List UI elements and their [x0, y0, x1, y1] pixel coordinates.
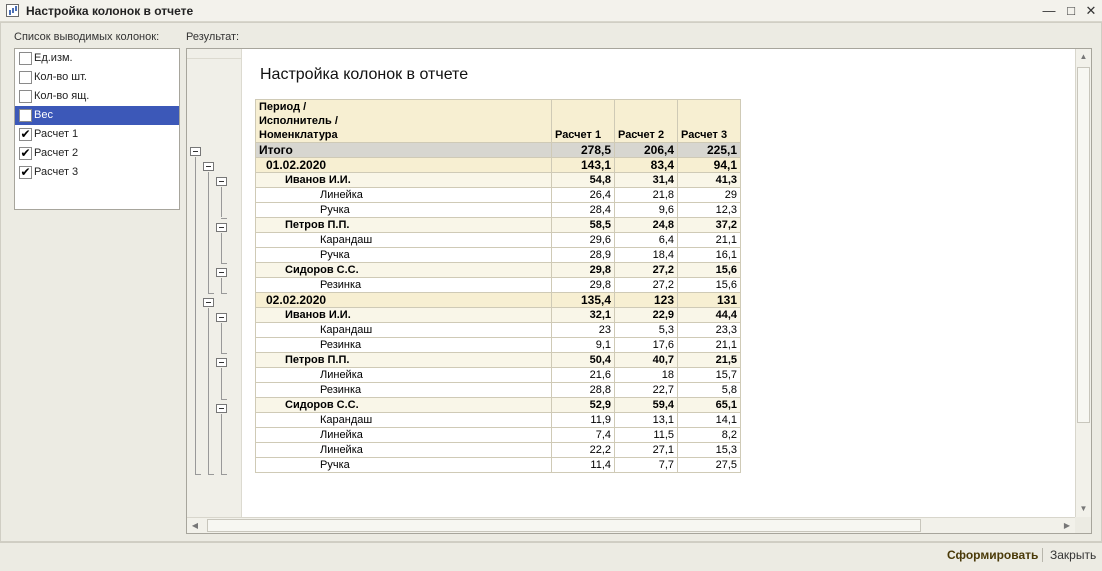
row-value: 135,4 — [552, 293, 615, 308]
report-table — [255, 99, 741, 473]
column-list-item[interactable] — [15, 106, 179, 125]
collapse-group-icon[interactable] — [216, 177, 227, 186]
tree-line-end — [221, 218, 227, 219]
report-header-row — [256, 100, 741, 143]
tree-line-end — [221, 474, 227, 475]
row-value: 21,5 — [678, 353, 741, 368]
row-label: Линейка — [256, 443, 552, 458]
table-row — [256, 338, 741, 353]
row-label: Ручка — [256, 248, 552, 263]
row-value: 278,5 — [552, 143, 615, 158]
table-row — [256, 263, 741, 278]
result-panel[interactable] — [186, 48, 1092, 534]
scroll-up-icon[interactable]: ▲ — [1079, 52, 1088, 61]
row-value: 9,1 — [552, 338, 615, 353]
scroll-down-icon[interactable]: ▼ — [1079, 504, 1088, 513]
table-row — [256, 143, 741, 158]
row-grouping-tree — [187, 49, 242, 519]
horizontal-scroll-thumb[interactable] — [207, 519, 921, 532]
row-label: Карандаш — [256, 413, 552, 428]
vertical-scroll-thumb[interactable] — [1077, 67, 1090, 423]
window-title: Настройка колонок в отчете — [26, 4, 194, 18]
row-value: 58,5 — [552, 218, 615, 233]
row-value: 29,6 — [552, 233, 615, 248]
row-label: Иванов И.И. — [256, 173, 552, 188]
tree-line-end — [221, 353, 227, 354]
header-group-cell — [256, 100, 552, 143]
vertical-scrollbar[interactable] — [1075, 49, 1091, 519]
table-row — [256, 398, 741, 413]
tree-line — [221, 233, 222, 263]
row-value: 11,4 — [552, 458, 615, 473]
row-value: 50,4 — [552, 353, 615, 368]
row-label: Итого — [256, 143, 552, 158]
column-list-item[interactable] — [15, 144, 179, 163]
row-value: 9,6 — [615, 203, 678, 218]
table-row — [256, 173, 741, 188]
row-value: 131 — [678, 293, 741, 308]
row-value: 21,6 — [552, 368, 615, 383]
table-row — [256, 413, 741, 428]
column-label: Расчет 3 — [34, 166, 79, 178]
column-list-item[interactable] — [15, 68, 179, 87]
row-value: 28,9 — [552, 248, 615, 263]
row-value: 12,3 — [678, 203, 741, 218]
row-label: Линейка — [256, 368, 552, 383]
table-row — [256, 203, 741, 218]
row-label: Иванов И.И. — [256, 308, 552, 323]
row-value: 15,6 — [678, 263, 741, 278]
row-label: Карандаш — [256, 233, 552, 248]
collapse-group-icon[interactable] — [216, 404, 227, 413]
column-label: Ед.изм. — [34, 52, 73, 64]
minimize-icon[interactable]: — — [1042, 3, 1056, 18]
row-value: 28,4 — [552, 203, 615, 218]
table-row — [256, 383, 741, 398]
collapse-group-icon[interactable] — [190, 147, 201, 156]
table-row — [256, 233, 741, 248]
table-row — [256, 368, 741, 383]
row-label: Линейка — [256, 188, 552, 203]
row-label: Сидоров С.С. — [256, 398, 552, 413]
tree-line — [221, 187, 222, 217]
column-checkbox[interactable]: ✔ — [20, 127, 31, 141]
title-bar — [0, 0, 1102, 22]
row-value: 18,4 — [615, 248, 678, 263]
chart-icon — [6, 4, 19, 17]
bottom-bar — [0, 542, 1102, 571]
column-list-item[interactable] — [15, 125, 179, 144]
header-line: Номенклатура — [259, 129, 338, 141]
row-value: 24,8 — [615, 218, 678, 233]
row-value: 21,1 — [678, 338, 741, 353]
column-list-item[interactable] — [15, 163, 179, 182]
row-label: Линейка — [256, 428, 552, 443]
row-value: 6,4 — [615, 233, 678, 248]
row-value: 14,1 — [678, 413, 741, 428]
row-label: Карандаш — [256, 323, 552, 338]
row-value: 83,4 — [615, 158, 678, 173]
header-line: Период / — [259, 101, 307, 113]
table-row — [256, 443, 741, 458]
row-value: 94,1 — [678, 158, 741, 173]
column-list-item[interactable] — [15, 49, 179, 68]
row-value: 54,8 — [552, 173, 615, 188]
row-value: 15,7 — [678, 368, 741, 383]
columns-list[interactable] — [14, 48, 180, 210]
tree-line-end — [221, 263, 227, 264]
row-value: 27,5 — [678, 458, 741, 473]
column-checkbox[interactable]: ✔ — [20, 146, 31, 160]
row-value: 123 — [615, 293, 678, 308]
column-label: Кол-во шт. — [34, 71, 87, 83]
row-value: 27,1 — [615, 443, 678, 458]
table-row — [256, 293, 741, 308]
table-row — [256, 158, 741, 173]
row-label: Петров П.П. — [256, 218, 552, 233]
row-value: 23,3 — [678, 323, 741, 338]
column-checkbox[interactable] — [19, 71, 32, 84]
button-divider — [1042, 548, 1043, 562]
tree-line-end — [208, 293, 214, 294]
table-row — [256, 278, 741, 293]
row-value: 7,7 — [615, 458, 678, 473]
row-value: 18 — [615, 368, 678, 383]
generate-button[interactable]: Сформировать — [947, 548, 1039, 562]
row-value: 17,6 — [615, 338, 678, 353]
maximize-icon[interactable]: □ — [1067, 3, 1075, 18]
row-value: 44,4 — [678, 308, 741, 323]
table-row — [256, 248, 741, 263]
row-label: Петров П.П. — [256, 353, 552, 368]
table-row — [256, 308, 741, 323]
row-value: 22,9 — [615, 308, 678, 323]
column-label: Расчет 2 — [34, 147, 79, 159]
row-value: 27,2 — [615, 278, 678, 293]
tree-line — [195, 157, 196, 474]
row-value: 65,1 — [678, 398, 741, 413]
row-value: 29,8 — [552, 263, 615, 278]
collapse-group-icon[interactable] — [216, 268, 227, 277]
row-label: Резинка — [256, 278, 552, 293]
table-row — [256, 218, 741, 233]
column-checkbox[interactable]: ✔ — [20, 165, 31, 179]
row-label: Ручка — [256, 203, 552, 218]
row-value: 52,9 — [552, 398, 615, 413]
row-value: 15,6 — [678, 278, 741, 293]
row-value: 41,3 — [678, 173, 741, 188]
column-checkbox[interactable] — [19, 52, 32, 65]
tree-line-end — [208, 474, 214, 475]
tree-line-end — [195, 474, 201, 475]
collapse-group-icon[interactable] — [203, 162, 214, 171]
header-line: Исполнитель / — [259, 115, 338, 127]
column-label: Кол-во ящ. — [34, 90, 90, 102]
row-value: 29,8 — [552, 278, 615, 293]
collapse-group-icon[interactable] — [216, 358, 227, 367]
column-label: Расчет 1 — [34, 128, 79, 140]
row-label: Ручка — [256, 458, 552, 473]
row-value: 37,2 — [678, 218, 741, 233]
table-row — [256, 323, 741, 338]
row-value: 13,1 — [615, 413, 678, 428]
row-value: 11,5 — [615, 428, 678, 443]
row-value: 22,7 — [615, 383, 678, 398]
row-value: 22,2 — [552, 443, 615, 458]
collapse-group-icon[interactable] — [203, 298, 214, 307]
close-button[interactable]: Закрыть — [1050, 548, 1097, 562]
tree-line — [221, 323, 222, 353]
row-value: 225,1 — [678, 143, 741, 158]
row-value: 5,8 — [678, 383, 741, 398]
row-value: 32,1 — [552, 308, 615, 323]
row-value: 21,1 — [678, 233, 741, 248]
row-value: 59,4 — [615, 398, 678, 413]
column-checkbox[interactable] — [19, 90, 32, 103]
column-label: Вес — [34, 109, 53, 121]
table-row — [256, 428, 741, 443]
tree-line — [221, 278, 222, 293]
result-label: Результат: — [186, 31, 240, 43]
close-icon[interactable]: ✕ — [1085, 3, 1097, 18]
scroll-right-icon[interactable]: ▶ — [1063, 521, 1071, 530]
row-value: 27,2 — [615, 263, 678, 278]
row-value: 29 — [678, 188, 741, 203]
row-value: 7,4 — [552, 428, 615, 443]
header-col-2: Расчет 2 — [615, 100, 678, 143]
columns-list-label: Список выводимых колонок: — [14, 31, 160, 43]
table-row — [256, 353, 741, 368]
row-value: 28,8 — [552, 383, 615, 398]
row-value: 143,1 — [552, 158, 615, 173]
row-value: 206,4 — [615, 143, 678, 158]
collapse-group-icon[interactable] — [216, 313, 227, 322]
report-title: Настройка колонок в отчете — [260, 66, 469, 83]
tree-line-end — [221, 399, 227, 400]
scroll-corner — [1075, 517, 1091, 533]
header-col-1: Расчет 1 — [552, 100, 615, 143]
header-col-3: Расчет 3 — [678, 100, 741, 143]
tree-line-end — [221, 293, 227, 294]
row-label: 02.02.2020 — [256, 293, 552, 308]
table-row — [256, 458, 741, 473]
table-row — [256, 188, 741, 203]
column-checkbox[interactable] — [19, 109, 32, 122]
row-value: 5,3 — [615, 323, 678, 338]
tree-line — [221, 414, 222, 475]
row-value: 26,4 — [552, 188, 615, 203]
row-label: Сидоров С.С. — [256, 263, 552, 278]
row-value: 11,9 — [552, 413, 615, 428]
row-value: 8,2 — [678, 428, 741, 443]
row-value: 21,8 — [615, 188, 678, 203]
row-label: Резинка — [256, 338, 552, 353]
scroll-left-icon[interactable]: ◀ — [191, 521, 199, 530]
tree-line — [208, 172, 209, 293]
column-list-item[interactable] — [15, 87, 179, 106]
row-value: 40,7 — [615, 353, 678, 368]
tree-line — [208, 308, 209, 474]
tree-line — [221, 368, 222, 398]
row-label: 01.02.2020 — [256, 158, 552, 173]
row-value: 16,1 — [678, 248, 741, 263]
row-label: Резинка — [256, 383, 552, 398]
collapse-group-icon[interactable] — [216, 223, 227, 232]
row-value: 15,3 — [678, 443, 741, 458]
row-value: 23 — [552, 323, 615, 338]
horizontal-scrollbar[interactable] — [187, 517, 1077, 533]
row-value: 31,4 — [615, 173, 678, 188]
